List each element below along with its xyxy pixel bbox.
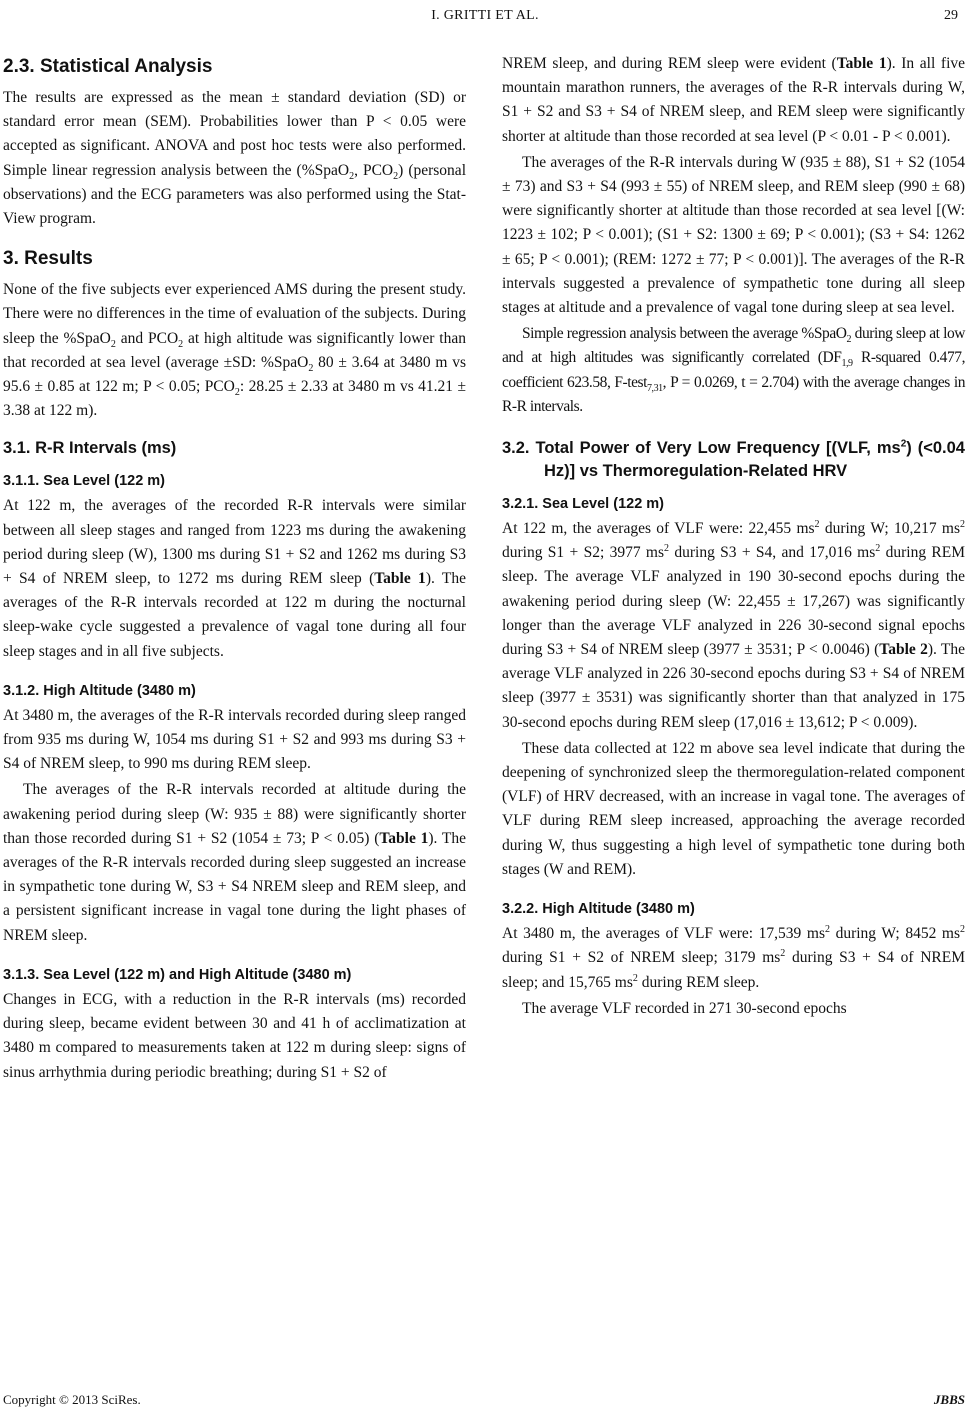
paragraph-rr-comparison-start: Changes in ECG, with a reduction in the R-R intervals (ms) recorded during sleep, became evident between 30 and 41 h of acclimatization at 3480 m compared to measurements taken at 122 m during sleep: signs of sinus arrhythmia during periodic breathing; during S1 + S2 of (3, 990, 466, 1081)
page-footer (0, 1390, 970, 1410)
subsubsection-heading-high-altitude: 3.1.2. High Altitude (3480 m) (3, 682, 196, 699)
paragraph-regression: Simple regression analysis between the average %SpaO$_2$ during sleep at low and at high altitudes was significantly correlated ($DF_{1,9}$ R-squared 0.477, coefficient 623.58, F-test$_{7,31}$, P = 0.0269, t = 2.704) with the average changes in R-R intervals. (502, 325, 965, 415)
section-heading-statistical-analysis: 2.3. Statistical Analysis (3, 56, 213, 77)
paragraph-rr-comparison-continued: NREM sleep, and during REM sleep were evident (Table 1). In all five mountain marathon runners, the averages of the R-R intervals during W, S1 + S2 and S3 + S4 of NREM sleep, and REM sleep were significantly shorter at altitude than those recorded at sea level (P < 0.01 - P < 0.001). (502, 55, 965, 145)
page-number: 29 (944, 8, 958, 23)
subsection-heading-rr-intervals: 3.1. R-R Intervals (ms) (3, 439, 177, 458)
subsection-heading-vlf: 3.2. Total Power of Very Low Frequency [(VLF, $ms^2$) (<0.04 Hz)] vs Thermoregulation-Related HRV (502, 438, 965, 481)
copyright-notice: Copyright © 2013 SciRes. (3, 1392, 141, 1407)
paragraph-vlf-high-altitude-1: At 3480 m, the averages of VLF were: 17,539 $ms^2$ during W; 8452 $ms^2$ during S1 + S2 of NREM sleep; 3179 $ms^2$ during S3 + S4 of NREM sleep; and 15,765 $ms^2$ during REM sleep. (502, 923, 965, 991)
paragraph-rr-high-altitude-1: At 3480 m, the averages of the R-R intervals recorded during sleep ranged from 935 ms during W, 1054 ms during S1 + S2 and 993 ms during S3 + S4 of NREM sleep, to 990 ms during REM sleep. (3, 706, 466, 773)
subsubsection-heading-vlf-high-altitude: 3.2.2. High Altitude (3480 m) (502, 901, 695, 918)
running-title: I. GRITTI ET AL. (431, 8, 539, 23)
paragraph-vlf-sea-level-1: At 122 m, the averages of VLF were: 22,455 $ms^2$ during W; 10,217 $ms^2$ during S1 + S2; 3977 $ms^2$ during S3 + S4, and 17,016 $ms^2$ during REM sleep. The average VLF analyzed in 190 30-second epochs during the awakening period during sleep (W: 22,455 ± 17,267) was significantly longer than the average VLF analyzed in 226 30-second signal epochs during S3 + S4 of NREM sleep (3977 ± 3531; P < 0.0046) (Table 2). The average VLF analyzed in 226 30-second epochs during S3 + S4 of NREM sleep (3977 ± 3531) was significantly shorter than that analyzed in 175 30-second epochs during REM sleep (17,016 ± 13,612; P < 0.009). (502, 518, 965, 731)
paragraph-vlf-sea-level-2: These data collected at 122 m above sea level indicate that during the deepening of synchronized sleep the thermoregulation-related component (VLF) of HRV decreased, with an increase in vagal tone. The averages of VLF during REM sleep increased, approaching the average recorded during W, thus suggesting a high level of sympathetic tone during both stages (W and REM). (502, 739, 965, 878)
paragraph-statistical-analysis: The results are expressed as the mean ± standard deviation (SD) or standard error mean (SEM). Probabilities lower than P < 0.05 were accepted as significant. ANOVA and post hoc tests were also performed. Simple linear regression analysis between the (%SpaO$_2$, $PCO_2$) (personal observations) and the ECG parameters was also performed using the Stat-View program. (3, 89, 466, 228)
paragraph-rr-high-altitude-2: The averages of the R-R intervals recorded at altitude during the awakening period during sleep (W: 935 ± 88) were significantly shorter than those recorded during S1 + S2 (1054 ± 73; P < 0.05) (Table 1). The averages of the R-R intervals recorded during sleep suggested an increase in sympathetic tone during W, S3 + S4 NREM sleep and REM sleep, and a persistent significant increase in vagal tone during the light phases of NREM sleep. (3, 781, 466, 944)
journal-name: JBBS (933, 1392, 965, 1407)
left-column (3, 52, 466, 1085)
page-header (0, 4, 970, 28)
table-1-reference: Table 1 (379, 829, 429, 847)
paragraph-rr-sea-level: At 122 m, the averages of the recorded R-R intervals were similar between all sleep stages and ranged from 1223 ms during the awakening period during sleep (W), 1300 ms during S1 + S2 and 1262 ms during S3 + S4 of NREM sleep, to 1272 ms during REM sleep (Table 1). The averages of the R-R intervals recorded at 122 m during the nocturnal sleep-wake cycle suggested a prevalence of vagal tone during all four sleep stages and in all five subjects. (3, 497, 466, 660)
subsubsection-heading-sea-level: 3.1.1. Sea Level (122 m) (3, 473, 166, 490)
subsubsection-heading-vlf-sea-level: 3.2.1. Sea Level (122 m) (502, 496, 665, 513)
paragraph-results: None of the five subjects ever experienced AMS during the present study. There were no differences in the time of evaluation of the subjects. During sleep the %SpaO$_2$ and $PCO_2$ at high altitude was significantly lower than that recorded at sea level (average ±SD: %SpaO$_2$ 80 ± 3.64 at 3480 m vs 95.6 ± 0.85 at 122 m; P < 0.05; $PCO_2$: 28.25 ± 2.33 at 3480 m vs 41.21 ± 3.38 at 122 m). (3, 281, 466, 420)
paragraph-rr-averages: The averages of the R-R intervals during W (935 ± 88), S1 + S2 (1054 ± 73) and S3 + S4 (993 ± 55) of NREM sleep, and REM sleep (990 ± 68) were significantly shorter at altitude than those recorded at sea level [(W: 1223 ± 102; P < 0.001); (S1 + S2: 1300 ± 69; P < 0.001); (S3 + S4: 1262 ± 65; P < 0.001); (REM: 1272 ± 77; P < 0.001)]. The averages of the R-R intervals suggested a prevalence of sympathetic tone during all sleep stages at altitude and a prevalence of vagal tone during sleep at sea level. (502, 153, 965, 317)
paragraph-vlf-high-altitude-2: The average VLF recorded in 271 30-second epochs (522, 999, 847, 1017)
section-heading-results: 3. Results (3, 248, 93, 270)
table-2-reference: Table 2 (879, 641, 928, 659)
table-1-reference: Table 1 (836, 55, 887, 72)
right-column (502, 52, 965, 1021)
subsubsection-heading-sea-level-and-high-altitude: 3.1.3. Sea Level (122 m) and High Altitude (3480 m) (3, 966, 352, 983)
table-1-reference: Table 1 (374, 570, 426, 588)
